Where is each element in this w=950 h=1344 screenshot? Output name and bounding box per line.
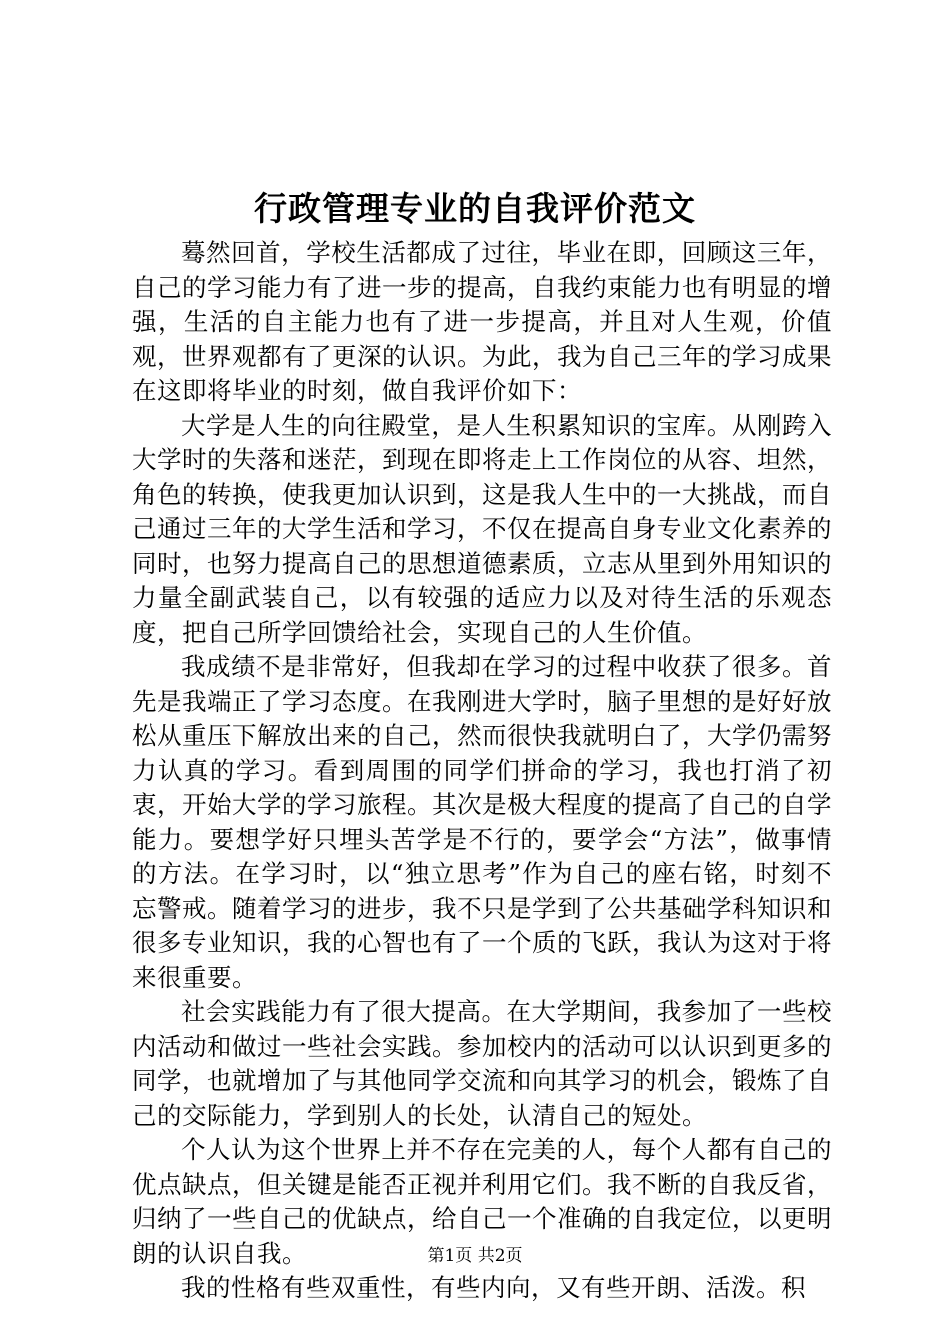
paragraph: 蓦然回首，学校生活都成了过往，毕业在即，回顾这三年，自己的学习能力有了进一步的提高，自我约束能力也有明显的增强，生活的自主能力也有了进一步提高，并且对人生观，价值观，世界观都有了更深的认识。为此，我为自己三年的学习成果在这即将毕业的时刻，做自我评价如下： xyxy=(132,238,832,405)
paragraph: 大学是人生的向往殿堂，是人生积累知识的宝库。从刚跨入大学时的失落和迷茫，到现在即将走上工作岗位的从容、坦然，角色的转换，使我更加认识到，这是我人生中的一大挑战，而自己通过三年的大学生活和学习，不仅在提高自身专业文化素养的同时，也努力提高自己的思想道德素质，立志从里到外用知识的力量全副武装自己，以有较强的适应力以及对待生活的乐观态度，把自己所学回馈给社会，实现自己的人生价值。 xyxy=(132,410,832,647)
paragraph: 我的性格有些双重性，有些内向，又有些开朗、活泼。积 xyxy=(181,1273,806,1302)
document-title: 行政管理专业的自我评价范文 xyxy=(254,189,696,228)
paragraph: 个人认为这个世界上并不存在完美的人，每个人都有自己的优点缺点，但关键是能否正视并利用它们。我不断的自我反省，归纳了一些自己的优缺点，给自己一个准确的自我定位，以更明朗的认识自我。 xyxy=(132,1135,832,1268)
document-body xyxy=(132,236,832,1306)
paragraph: 社会实践能力有了很大提高。在大学期间，我参加了一些校内活动和做过一些社会实践。参加校内的活动可以认识到更多的同学，也就增加了与其他同学交流和向其学习的机会，锻炼了自己的交际能力，学到别人的长处，认清自己的短处。 xyxy=(132,997,832,1130)
page-number-footer: 第1页 共2页 xyxy=(427,1246,523,1266)
paragraph: 我成绩不是非常好，但我却在学习的过程中收获了很多。首先是我端正了学习态度。在我刚进大学时，脑子里想的是好好放松从重压下解放出来的自己，然而很快我就明白了，大学仍需努力认真的学习。看到周围的同学们拼命的学习，我也打消了初衷，开始大学的学习旅程。其次是极大程度的提高了自己的自学能力。要想学好只埋头苦学是不行的，要学会“方法”，做事情的方法。在学习时，以“独立思考”作为自己的座右铭，时刻不忘警戒。随着学习的进步，我不只是学到了公共基础学科知识和很多专业知识，我的心智也有了一个质的飞跃，我认为这对于将来很重要。 xyxy=(132,652,832,992)
